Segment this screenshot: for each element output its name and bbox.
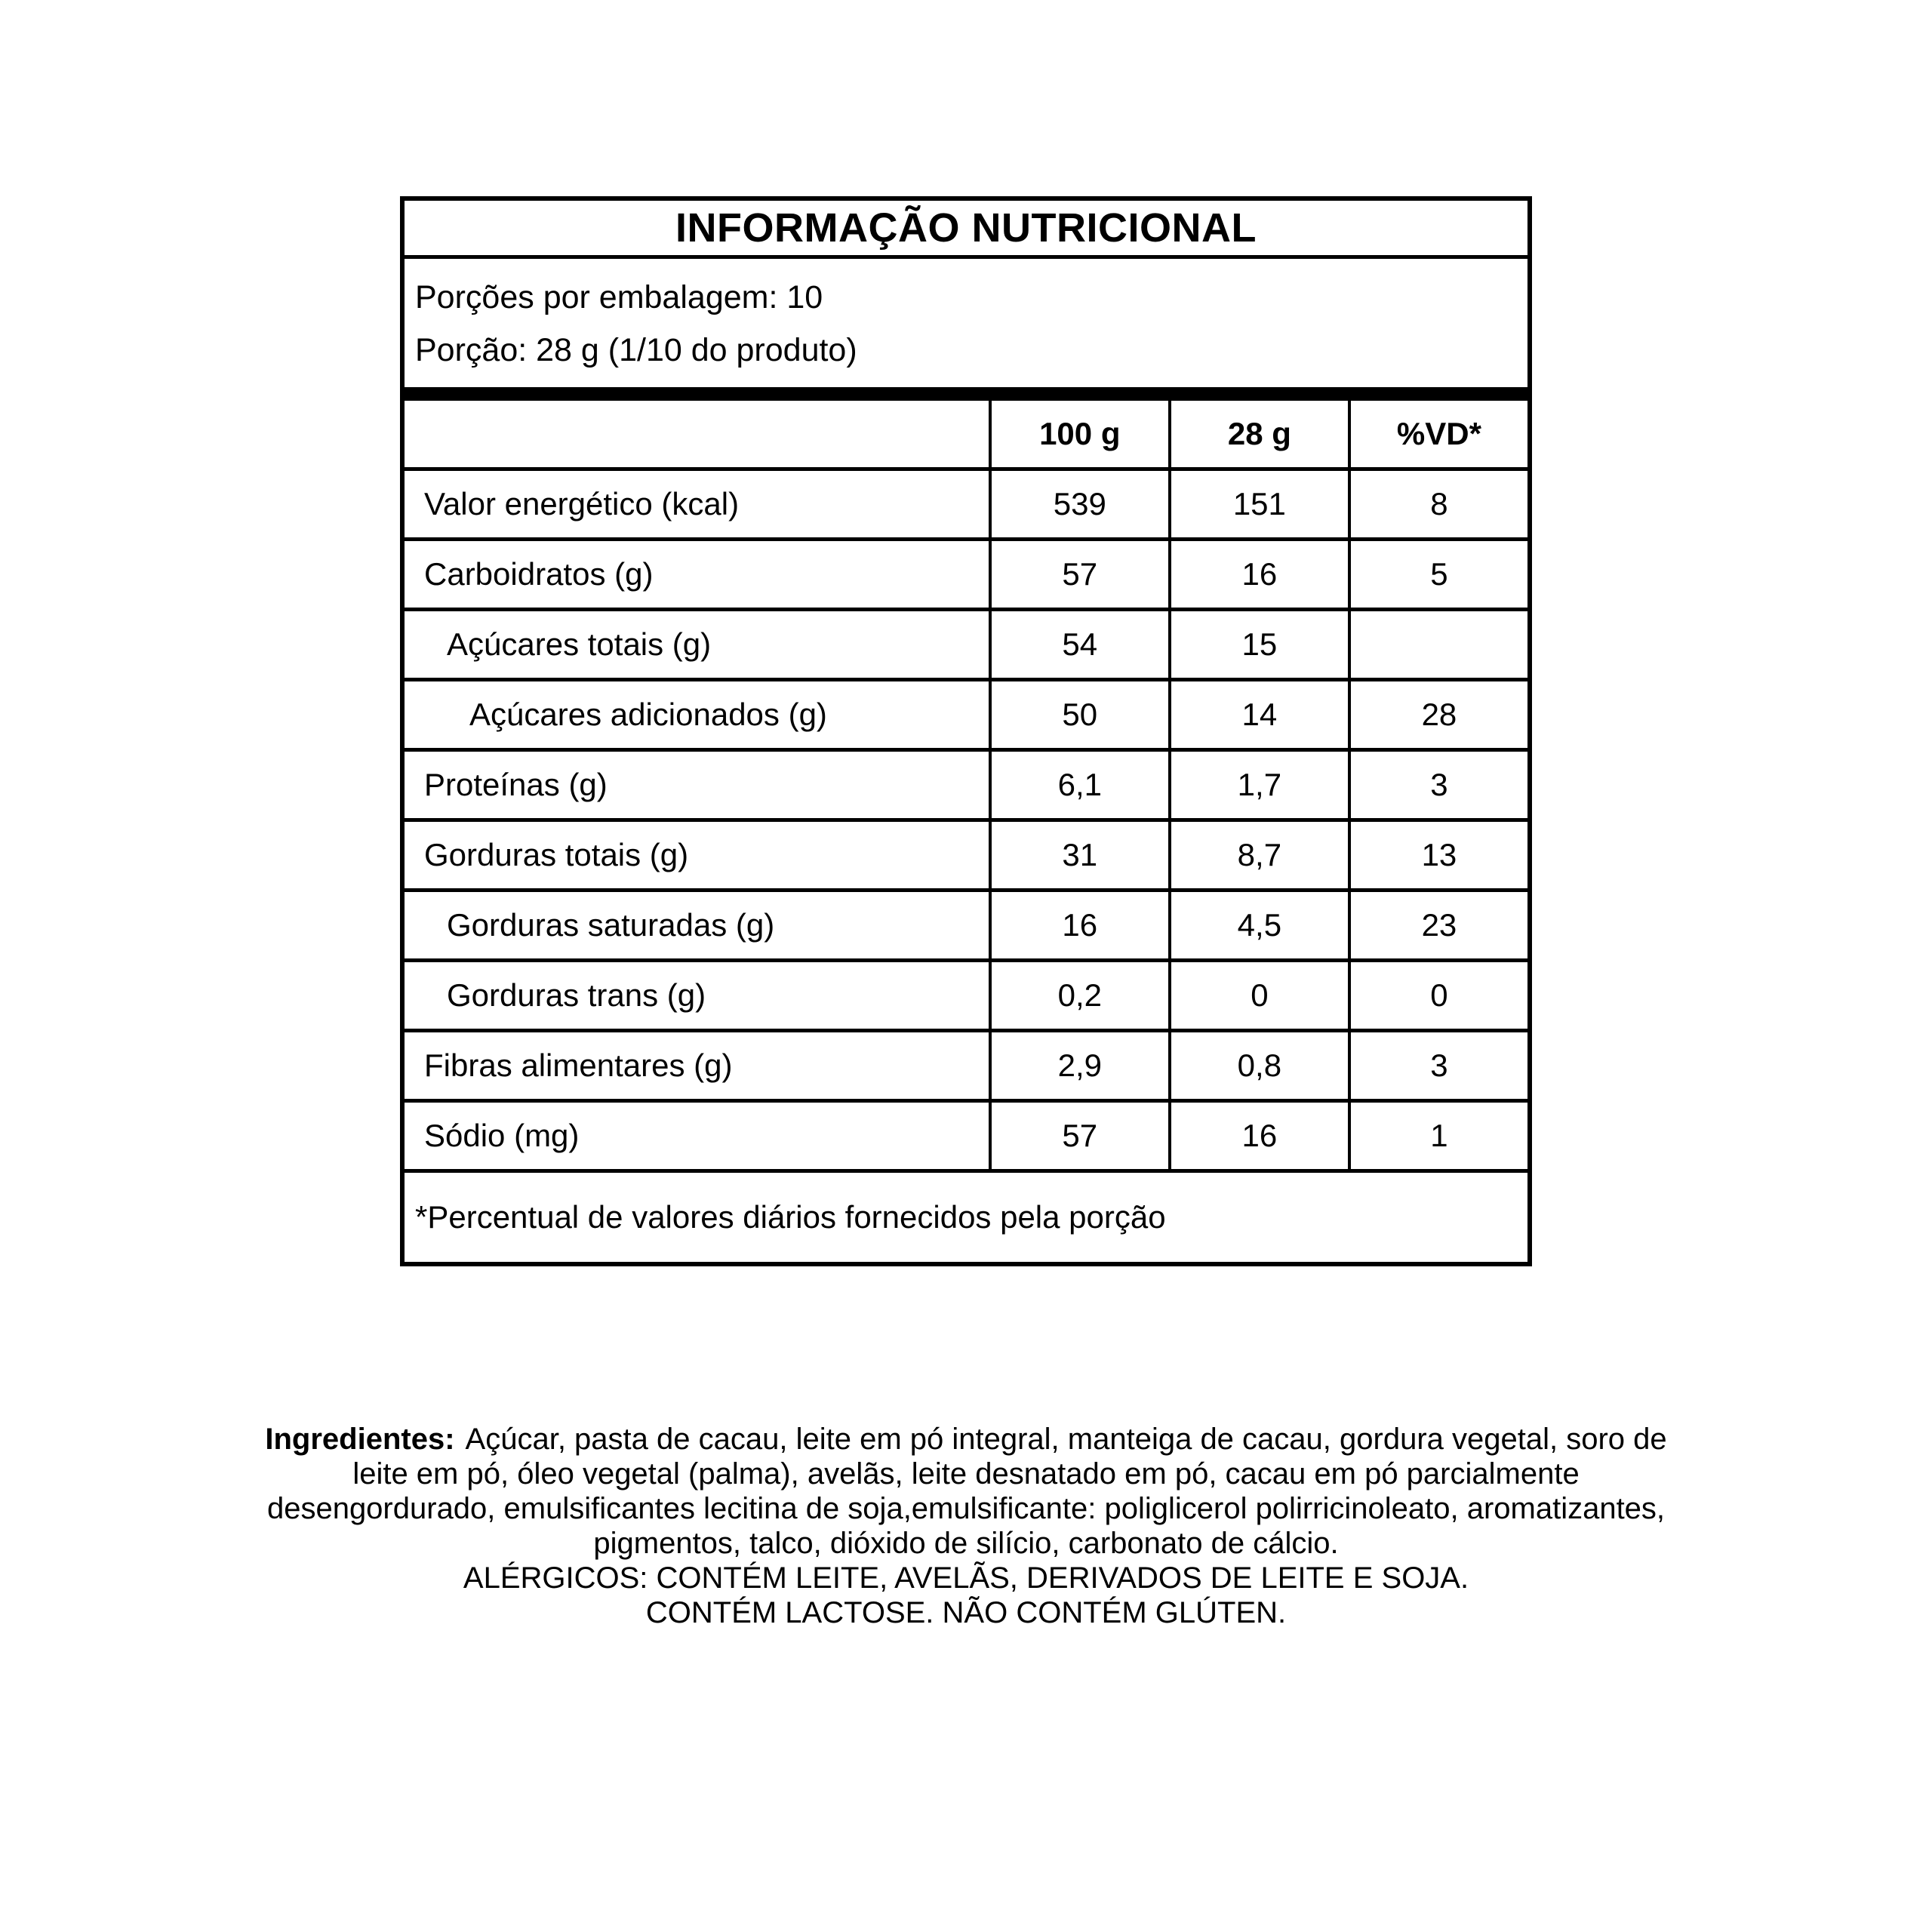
row-value-100g: 539 <box>989 471 1168 537</box>
row-value-vd: 5 <box>1348 541 1527 608</box>
table-row-total-fat <box>405 822 1527 892</box>
row-label: Gorduras trans (g) <box>447 977 706 1013</box>
row-label: Proteínas (g) <box>424 767 608 802</box>
row-value-vd: 1 <box>1348 1103 1527 1169</box>
row-value-28g: 14 <box>1168 681 1348 748</box>
table-row-saturated-fat <box>405 892 1527 962</box>
row-value-28g: 151 <box>1168 471 1348 537</box>
lactose-gluten-statement: CONTÉM LACTOSE. NÃO CONTÉM GLÚTEN. <box>645 1596 1287 1629</box>
ingredients-line-2: leite em pó, óleo vegetal (palma), avelãs, leite desnatado em pó, cacau em pó parcialmente <box>352 1457 1580 1491</box>
row-value-100g: 2,9 <box>989 1032 1168 1099</box>
row-label: Valor energético (kcal) <box>424 486 740 521</box>
row-value-100g: 57 <box>989 541 1168 608</box>
row-label: Açúcares totais (g) <box>447 626 712 662</box>
nutrition-facts-table <box>400 196 1532 1266</box>
daily-value-footnote: *Percentual de valores diários fornecidos pela porção <box>415 1199 1166 1235</box>
ingredients-line-3: desengordurado, emulsificantes lecitina de soja,emulsificante: poliglicerol polirricinoleato, aromatizantes, <box>266 1492 1666 1525</box>
row-value-28g: 1,7 <box>1168 752 1348 818</box>
row-label: Gorduras totais (g) <box>424 837 689 872</box>
ingredients-line-4: pigmentos, talco, dióxido de silício, carbonato de cálcio. <box>593 1527 1339 1560</box>
row-value-28g: 4,5 <box>1168 892 1348 958</box>
column-header-blank <box>405 401 989 467</box>
row-value-100g: 0,2 <box>989 962 1168 1029</box>
table-row-protein <box>405 752 1527 822</box>
ingredients-line-1 <box>60 1422 1872 1457</box>
row-value-100g: 54 <box>989 611 1168 678</box>
portion-size: Porção: 28 g (1/10 do produto) <box>415 332 857 368</box>
row-value-100g: 6,1 <box>989 752 1168 818</box>
row-value-vd <box>1348 611 1527 678</box>
row-label: Carboidratos (g) <box>424 556 654 592</box>
row-value-vd: 8 <box>1348 471 1527 537</box>
ingredients-text: Açúcar, pasta de cacau, leite em pó integral, manteiga de cacau, gordura vegetal, soro de <box>465 1423 1667 1456</box>
row-value-100g: 16 <box>989 892 1168 958</box>
row-label: Fibras alimentares (g) <box>424 1048 733 1083</box>
table-row-added-sugars <box>405 681 1527 752</box>
column-header-100g: 100 g <box>989 401 1168 467</box>
column-header-28g: 28 g <box>1168 401 1348 467</box>
column-header-vd: %VD* <box>1348 401 1527 467</box>
column-header-row <box>405 401 1527 471</box>
row-value-28g: 15 <box>1168 611 1348 678</box>
table-row-carbs <box>405 541 1527 611</box>
table-title: INFORMAÇÃO NUTRICIONAL <box>405 201 1527 259</box>
row-value-28g: 16 <box>1168 1103 1348 1169</box>
row-value-28g: 0,8 <box>1168 1032 1348 1099</box>
table-row-trans-fat <box>405 962 1527 1032</box>
row-value-vd: 3 <box>1348 1032 1527 1099</box>
ingredients-label: Ingredientes: <box>265 1423 455 1456</box>
ingredients-section <box>60 1422 1872 1630</box>
row-value-100g: 50 <box>989 681 1168 748</box>
allergens-statement: ALÉRGICOS: CONTÉM LEITE, AVELÃS, DERIVADOS DE LEITE E SOJA. <box>463 1561 1469 1595</box>
serving-info-section <box>405 259 1527 401</box>
table-row-sodium <box>405 1103 1527 1173</box>
table-row-energy <box>405 471 1527 541</box>
row-label: Sódio (mg) <box>424 1118 580 1153</box>
row-value-vd: 13 <box>1348 822 1527 888</box>
row-value-28g: 16 <box>1168 541 1348 608</box>
row-value-28g: 8,7 <box>1168 822 1348 888</box>
row-value-vd: 28 <box>1348 681 1527 748</box>
row-value-28g: 0 <box>1168 962 1348 1029</box>
row-value-100g: 31 <box>989 822 1168 888</box>
row-label: Gorduras saturadas (g) <box>447 907 775 943</box>
row-value-vd: 3 <box>1348 752 1527 818</box>
table-row-fiber <box>405 1032 1527 1103</box>
row-value-vd: 23 <box>1348 892 1527 958</box>
table-row-total-sugars <box>405 611 1527 681</box>
row-label: Açúcares adicionados (g) <box>469 697 827 732</box>
servings-per-package: Porções por embalagem: 10 <box>415 279 823 315</box>
row-value-100g: 57 <box>989 1103 1168 1169</box>
row-value-vd: 0 <box>1348 962 1527 1029</box>
